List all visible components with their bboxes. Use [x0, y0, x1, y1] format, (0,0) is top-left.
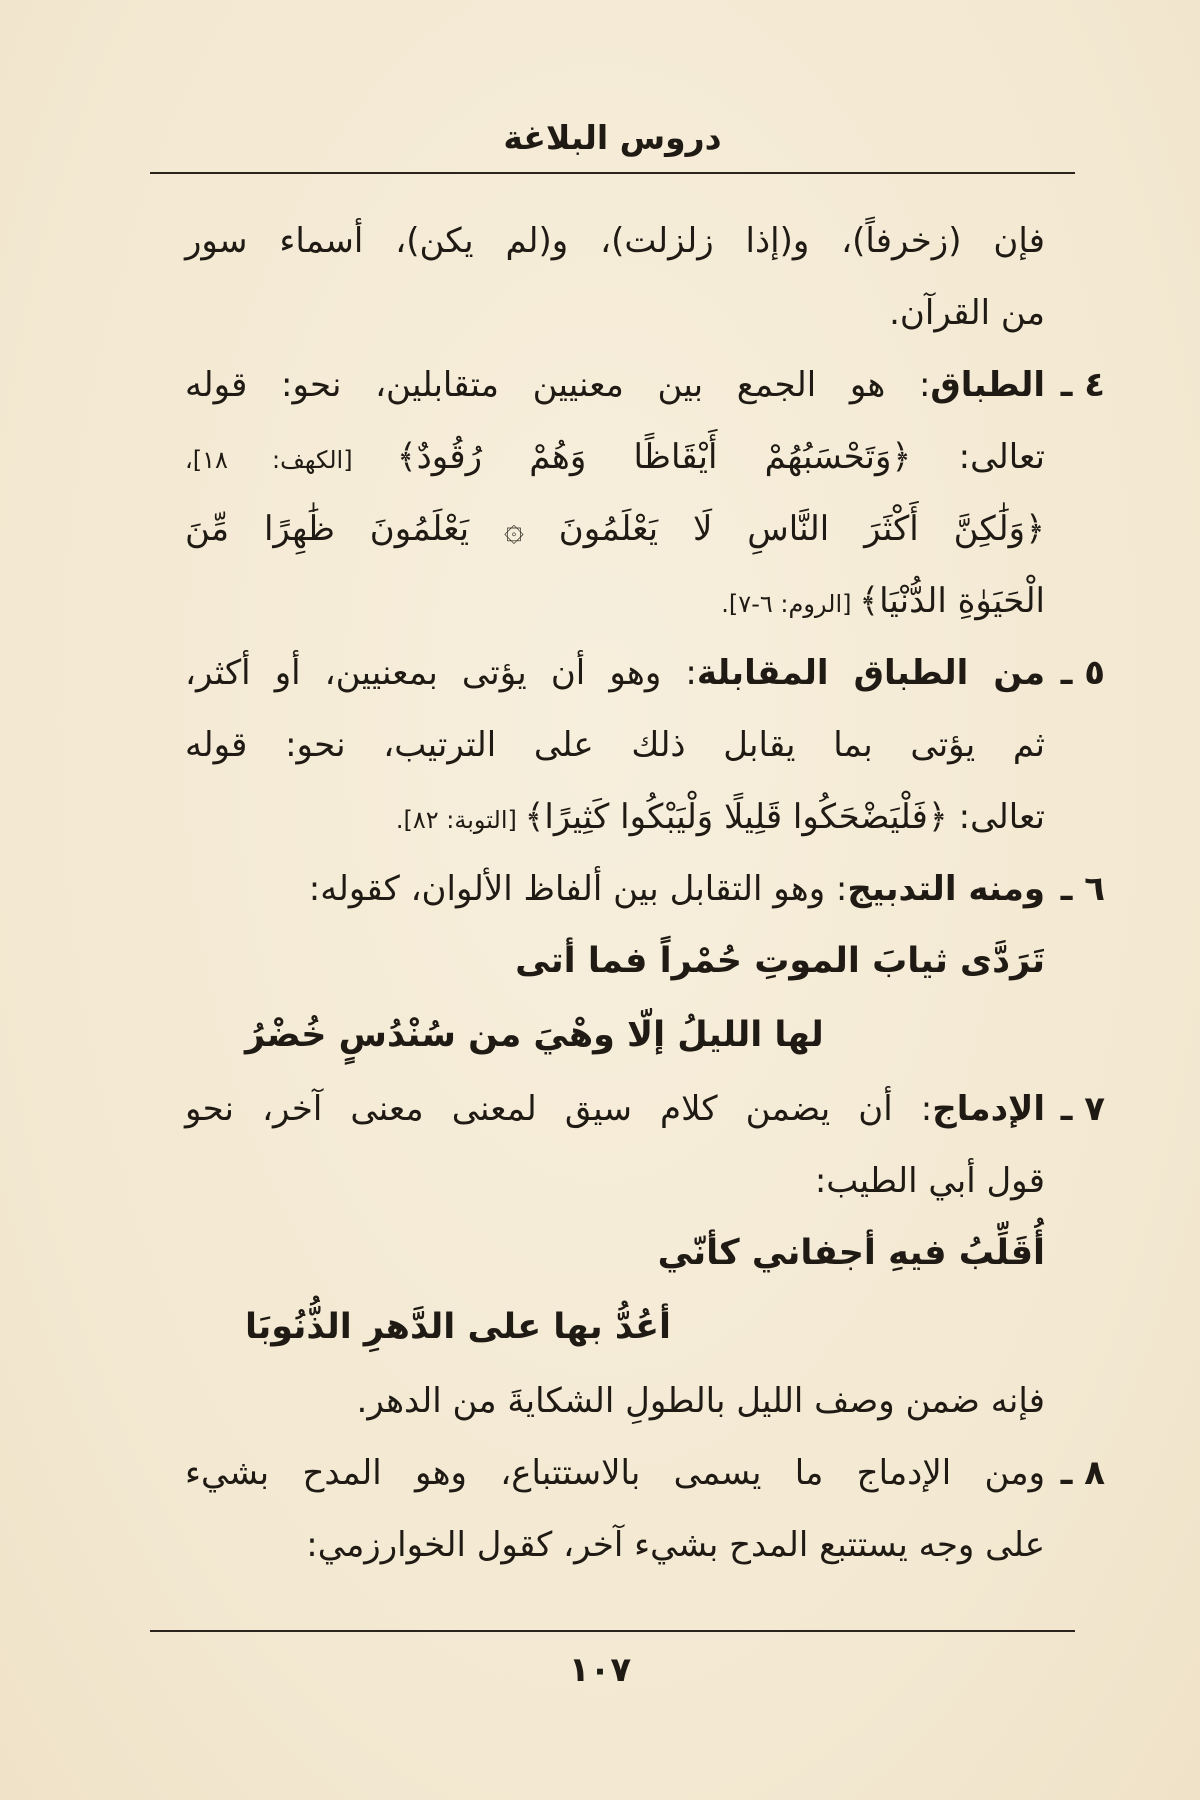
text-line [185, 565, 1045, 637]
header-rule [150, 172, 1075, 174]
text-line [185, 781, 1045, 853]
item-tibaq [185, 349, 1105, 637]
term: الطباق [930, 365, 1045, 405]
page-body [185, 205, 1105, 1581]
intro-paragraph [185, 205, 1045, 349]
poem-first-hemistich: تَرَدَّى ثيابَ الموتِ حُمْراً فما أتى [515, 941, 1045, 981]
text-line: قول أبي الطيب: [814, 1161, 1045, 1201]
text: تعالى: [947, 797, 1045, 837]
definition: : هو الجمع بين معنيين متقابلين، نحو: قوله [185, 365, 931, 405]
text: تعالى: [911, 437, 1046, 477]
text-line: فإنه ضمن وصف الليل بالطولِ الشكايةَ من الدهر. [356, 1381, 1045, 1421]
poem-second-hemistich: أعُدُّ بها على الدَّهرِ الذُّنُوبَا [245, 1307, 671, 1347]
item-idmaj [185, 1073, 1105, 1437]
item-istitba [185, 1437, 1105, 1581]
verse-reference: [الروم: ٦-٧]. [721, 590, 860, 618]
quran-verse: ﴿وَتَحْسَبُهُمْ أَيْقَاظًا وَهُمْ رُقُودٌ﴾ [396, 437, 912, 477]
text-line: ومن الإدماج ما يسمى بالاستتباع، وهو المدح بشيء [185, 1453, 1045, 1493]
item-number: ٤ ـ [1060, 365, 1105, 405]
definition: : أن يضمن كلام سيق لمعنى معنى آخر، نحو [185, 1089, 933, 1129]
poem-first-hemistich: أُقَلِّبُ فيهِ أجفاني كأنّي [657, 1233, 1045, 1273]
item-number: ٨ ـ [1060, 1453, 1105, 1493]
text-line: على وجه يستتبع المدح بشيء آخر، كقول الخوارزمي: [306, 1525, 1045, 1565]
text-line [185, 1073, 1045, 1145]
text-line [185, 421, 1045, 493]
quran-verse: ﴿فَلْيَضْحَكُوا قَلِيلًا وَلْيَبْكُوا كَثِيرًا﴾ [524, 797, 948, 837]
item-number: ٦ ـ [1060, 869, 1105, 909]
item-tadbij [185, 853, 1105, 1073]
footer-rule [150, 1630, 1075, 1632]
text-line [185, 637, 1045, 709]
running-title: دروس البلاغة [503, 118, 722, 157]
term: ومنه التدبيج [847, 869, 1045, 909]
item-muqabala [185, 637, 1105, 853]
item-number: ٥ ـ [1060, 653, 1105, 693]
text-line [185, 349, 1045, 421]
quran-verse: ﴿وَلَٰكِنَّ أَكْثَرَ النَّاسِ لَا يَعْلَمُونَ ۞ يَعْلَمُونَ ظَٰهِرًا مِّنَ [185, 509, 1045, 549]
verse-reference: [الكهف: ١٨]، [185, 446, 397, 474]
verse-reference: [التوبة: ٨٢]. [395, 806, 525, 834]
poem-second-hemistich: لها الليلُ إلّا وهْيَ من سُنْدُسٍ خُضْرُ [245, 1015, 824, 1055]
text-line [185, 853, 1045, 925]
term: من الطباق المقابلة [696, 653, 1046, 693]
page-number: ١٠٧ [568, 1650, 632, 1690]
quran-verse: الْحَيَوٰةِ الدُّنْيَا﴾ [859, 581, 1045, 621]
definition: : وهو أن يؤتى بمعنيين، أو أكثر، [185, 653, 697, 693]
definition: : وهو التقابل بين ألفاظ الألوان، كقوله: [308, 869, 848, 909]
term: الإدماج [932, 1089, 1045, 1129]
item-number: ٧ ـ [1060, 1089, 1105, 1129]
text-line: من القرآن. [889, 293, 1045, 333]
text-line: ثم يؤتى بما يقابل ذلك على الترتيب، نحو: قوله [185, 725, 1045, 765]
text-line: فإن (زخرفاً)، و(إذا زلزلت)، و(لم يكن)، أسماء سور [185, 221, 1045, 261]
